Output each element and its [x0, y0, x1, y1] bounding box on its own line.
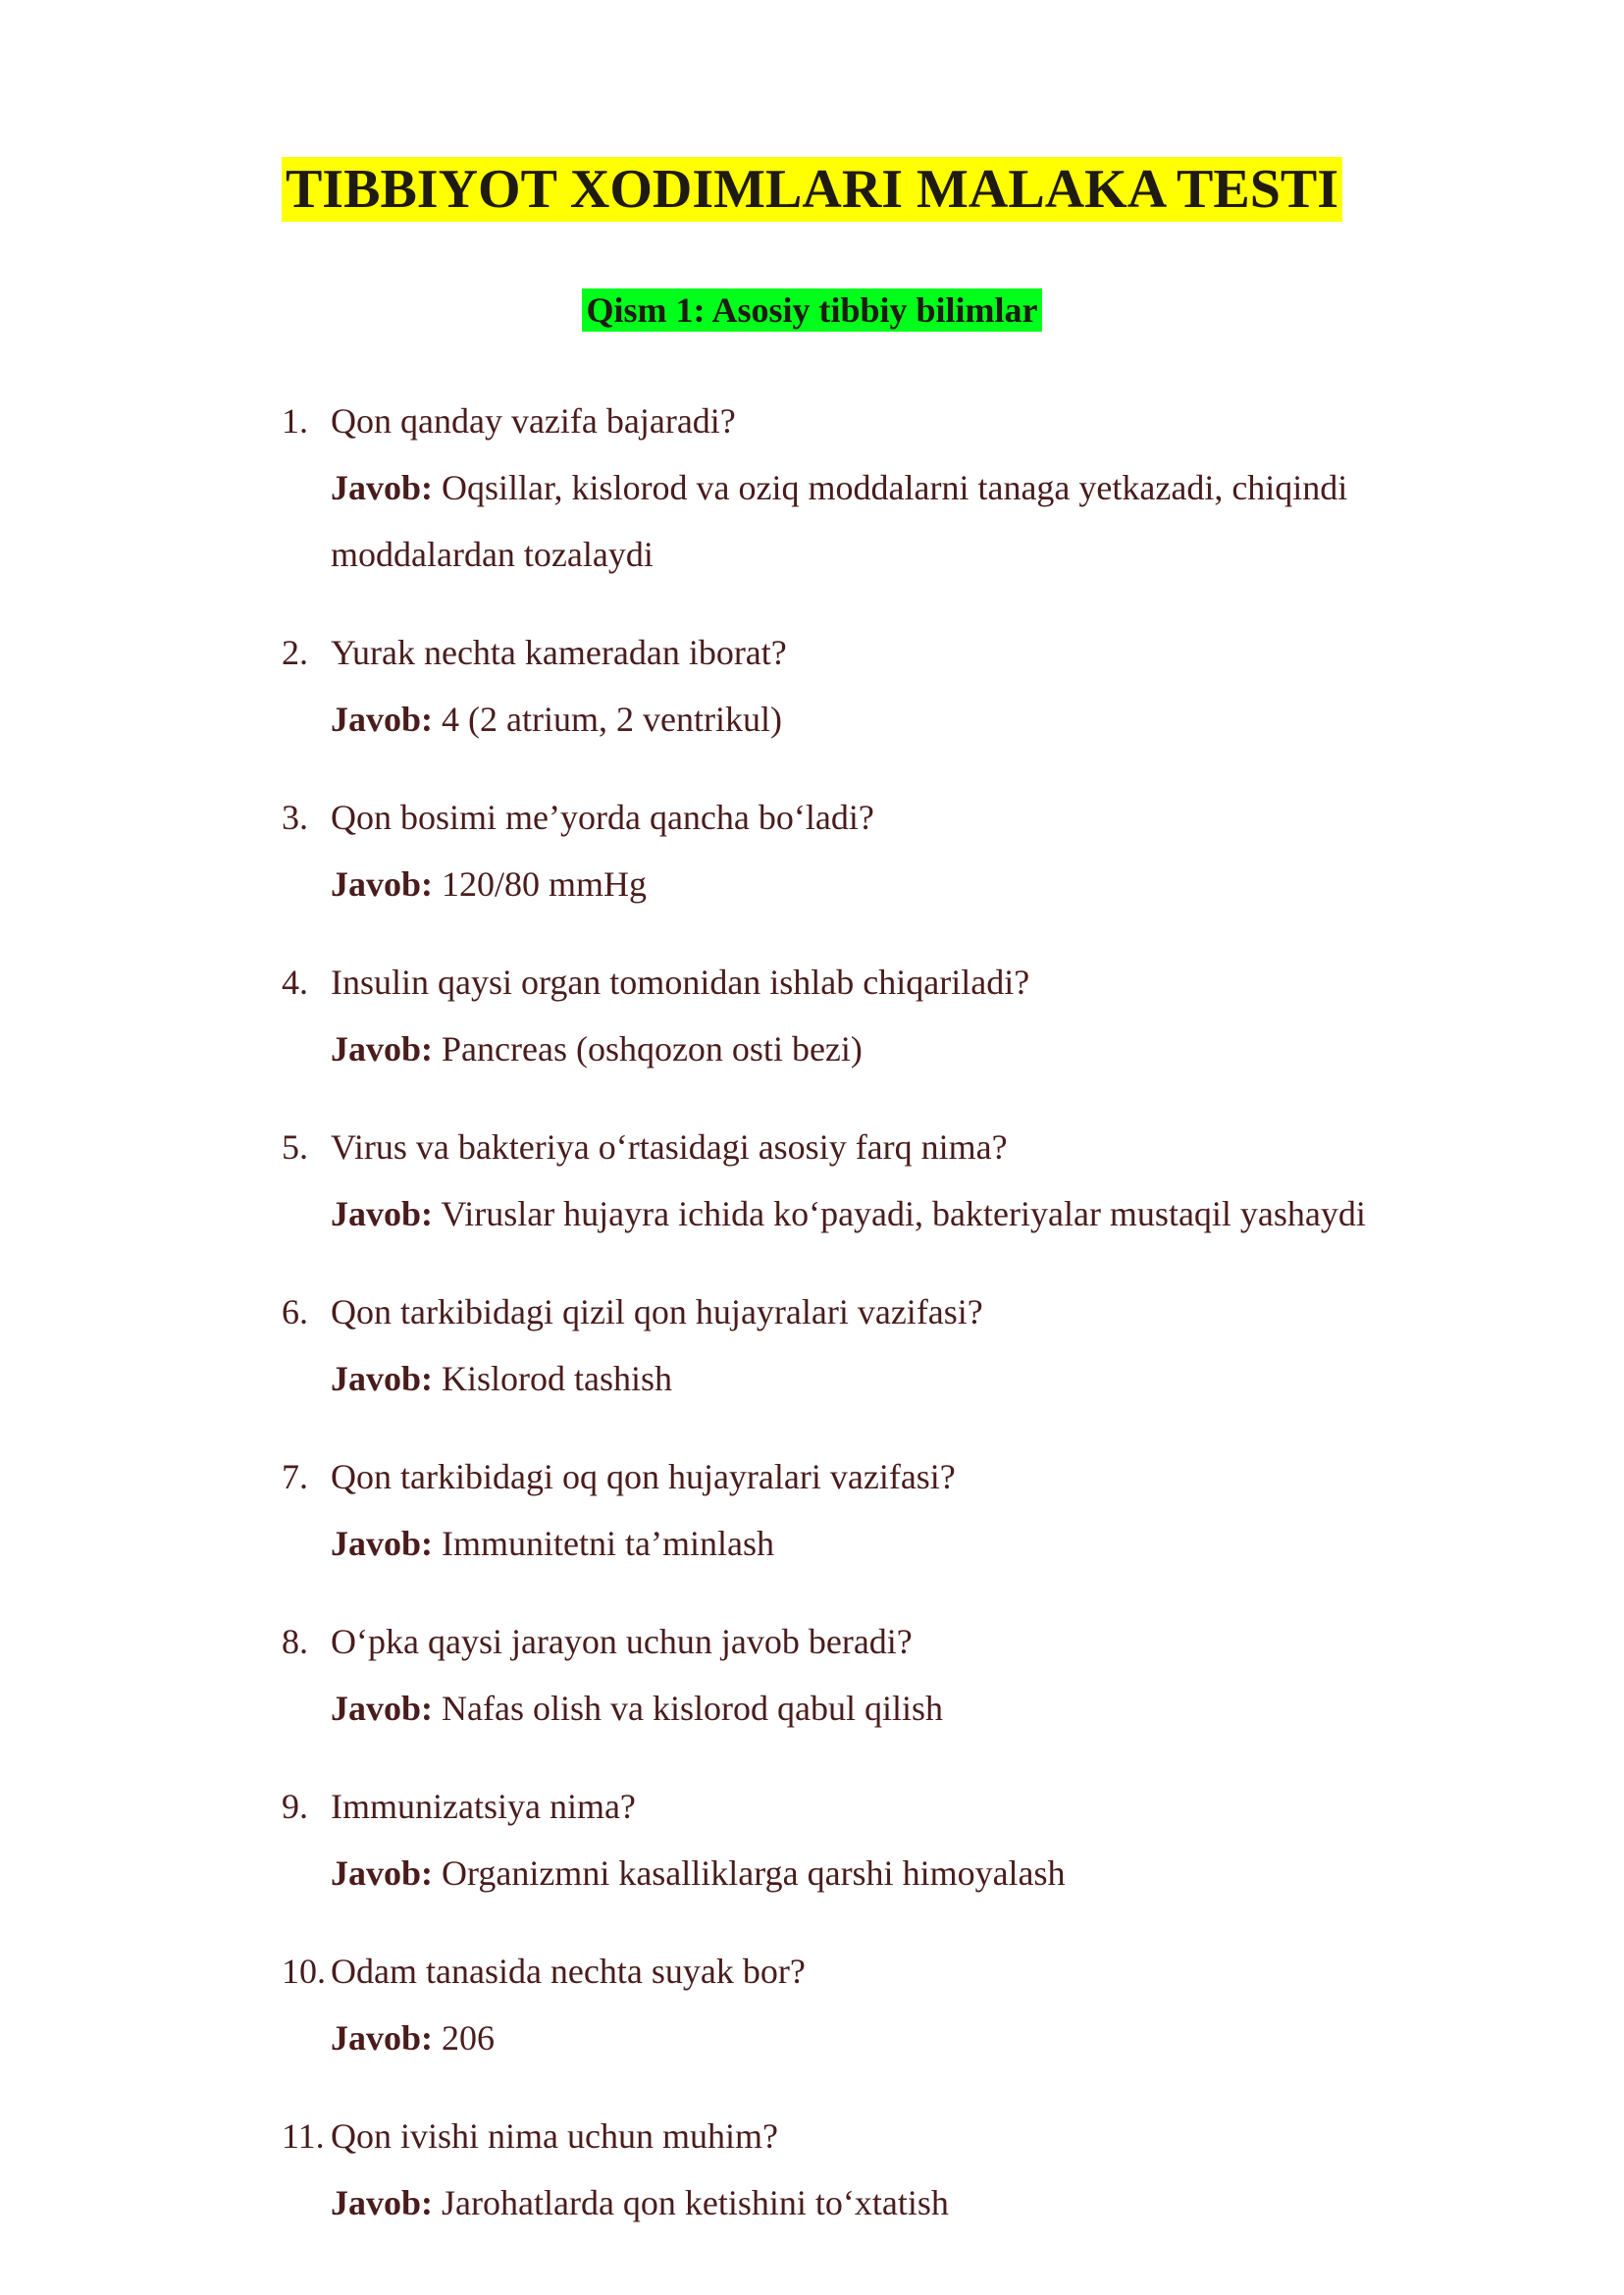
answer-label: Javob: — [331, 1689, 434, 1728]
answer-text: 206 — [442, 2018, 496, 2058]
question-number: 3. — [282, 798, 308, 837]
answer-text: Pancreas (oshqozon osti bezi) — [442, 1029, 863, 1069]
question-body — [331, 1443, 1479, 1577]
answer-label: Javob: — [331, 2018, 434, 2058]
question-item — [0, 2103, 1624, 2236]
question-body — [331, 1773, 1479, 1906]
question-body — [331, 619, 1479, 753]
answer — [331, 2005, 1479, 2071]
question-text: O‘pka qaysi jarayon uchun javob beradi? — [331, 1622, 913, 1661]
question-text: Immunizatsiya nima? — [331, 1787, 636, 1826]
answer-text: Oqsillar, kislorod va oziq moddalarni tanaga yetkazadi, chiqindi moddalardan tozalaydi — [331, 468, 1348, 574]
answer-text: Kislorod tashish — [442, 1359, 673, 1398]
question-number: 7. — [282, 1457, 308, 1496]
answer — [331, 1180, 1479, 1247]
question-body — [331, 1278, 1479, 1412]
question-body — [331, 1938, 1479, 2071]
question-item — [0, 784, 1624, 917]
question-text: Insulin qaysi organ tomonidan ishlab chiqariladi? — [331, 963, 1030, 1002]
answer-label: Javob: — [331, 1853, 434, 1893]
question-number: 6. — [282, 1292, 308, 1331]
question-list — [0, 388, 1624, 2268]
answer-label: Javob: — [331, 864, 434, 904]
question-item — [0, 1114, 1624, 1247]
answer-text: Jarohatlarda qon ketishini to‘xtatish — [442, 2183, 949, 2222]
question-number: 2. — [282, 633, 308, 672]
answer-text: 4 (2 atrium, 2 ventrikul) — [442, 700, 782, 739]
answer-label: Javob: — [331, 1029, 434, 1069]
question-number: 1. — [282, 401, 308, 441]
document-title-text: TIBBIYOT XODIMLARI MALAKA TESTI — [282, 157, 1342, 222]
answer-text: Immunitetni ta’minlash — [442, 1524, 774, 1563]
answer-text: Organizmni kasalliklarga qarshi himoyalash — [442, 1853, 1066, 1893]
question-item — [0, 1278, 1624, 1412]
section-title-text: Qism 1: Asosiy tibbiy bilimlar — [582, 288, 1041, 332]
answer-label: Javob: — [331, 700, 434, 739]
answer — [331, 2169, 1479, 2236]
question-item — [0, 619, 1624, 753]
question-body — [331, 784, 1479, 917]
answer-label: Javob: — [331, 468, 434, 507]
question-number: 10. — [282, 1952, 326, 1991]
answer — [331, 1840, 1479, 1906]
question-number: 11. — [282, 2116, 325, 2156]
answer — [331, 686, 1479, 753]
document-title — [0, 157, 1624, 223]
question-text: Qon tarkibidagi qizil qon hujayralari vazifasi? — [331, 1292, 983, 1331]
answer-label: Javob: — [331, 1194, 434, 1233]
question-number: 4. — [282, 963, 308, 1002]
answer-text: Nafas olish va kislorod qabul qilish — [442, 1689, 943, 1728]
answer — [331, 1675, 1479, 1742]
question-text: Yurak nechta kameradan iborat? — [331, 633, 787, 672]
answer — [331, 1345, 1479, 1412]
answer-text: 120/80 mmHg — [442, 864, 648, 904]
question-text: Qon tarkibidagi oq qon hujayralari vazifasi? — [331, 1457, 956, 1496]
question-text: Virus va bakteriya o‘rtasidagi asosiy farq nima? — [331, 1127, 1008, 1167]
question-number: 5. — [282, 1127, 308, 1167]
question-item — [0, 1938, 1624, 2071]
question-body — [331, 1114, 1479, 1247]
question-item — [0, 388, 1624, 588]
answer — [331, 1510, 1479, 1577]
question-text: Qon qanday vazifa bajaradi? — [331, 401, 736, 441]
question-text: Odam tanasida nechta suyak bor? — [331, 1952, 806, 1991]
answer-text: Viruslar hujayra ichida ko‘payadi, bakteriyalar mustaqil yashaydi — [441, 1194, 1366, 1233]
answer — [331, 454, 1479, 588]
question-item — [0, 949, 1624, 1082]
question-body — [331, 1608, 1479, 1742]
question-text: Qon bosimi me’yorda qancha bo‘ladi? — [331, 798, 874, 837]
answer — [331, 1016, 1479, 1082]
question-item — [0, 1443, 1624, 1577]
question-body — [331, 388, 1479, 588]
question-text: Qon ivishi nima uchun muhim? — [331, 2116, 778, 2156]
question-item — [0, 1608, 1624, 1742]
question-number: 8. — [282, 1622, 308, 1661]
answer-label: Javob: — [331, 1524, 434, 1563]
question-body — [331, 2103, 1479, 2236]
answer-label: Javob: — [331, 2183, 434, 2222]
question-body — [331, 949, 1479, 1082]
question-item — [0, 1773, 1624, 1906]
answer — [331, 851, 1479, 917]
question-number: 9. — [282, 1787, 308, 1826]
answer-label: Javob: — [331, 1359, 434, 1398]
section-title — [0, 289, 1624, 332]
